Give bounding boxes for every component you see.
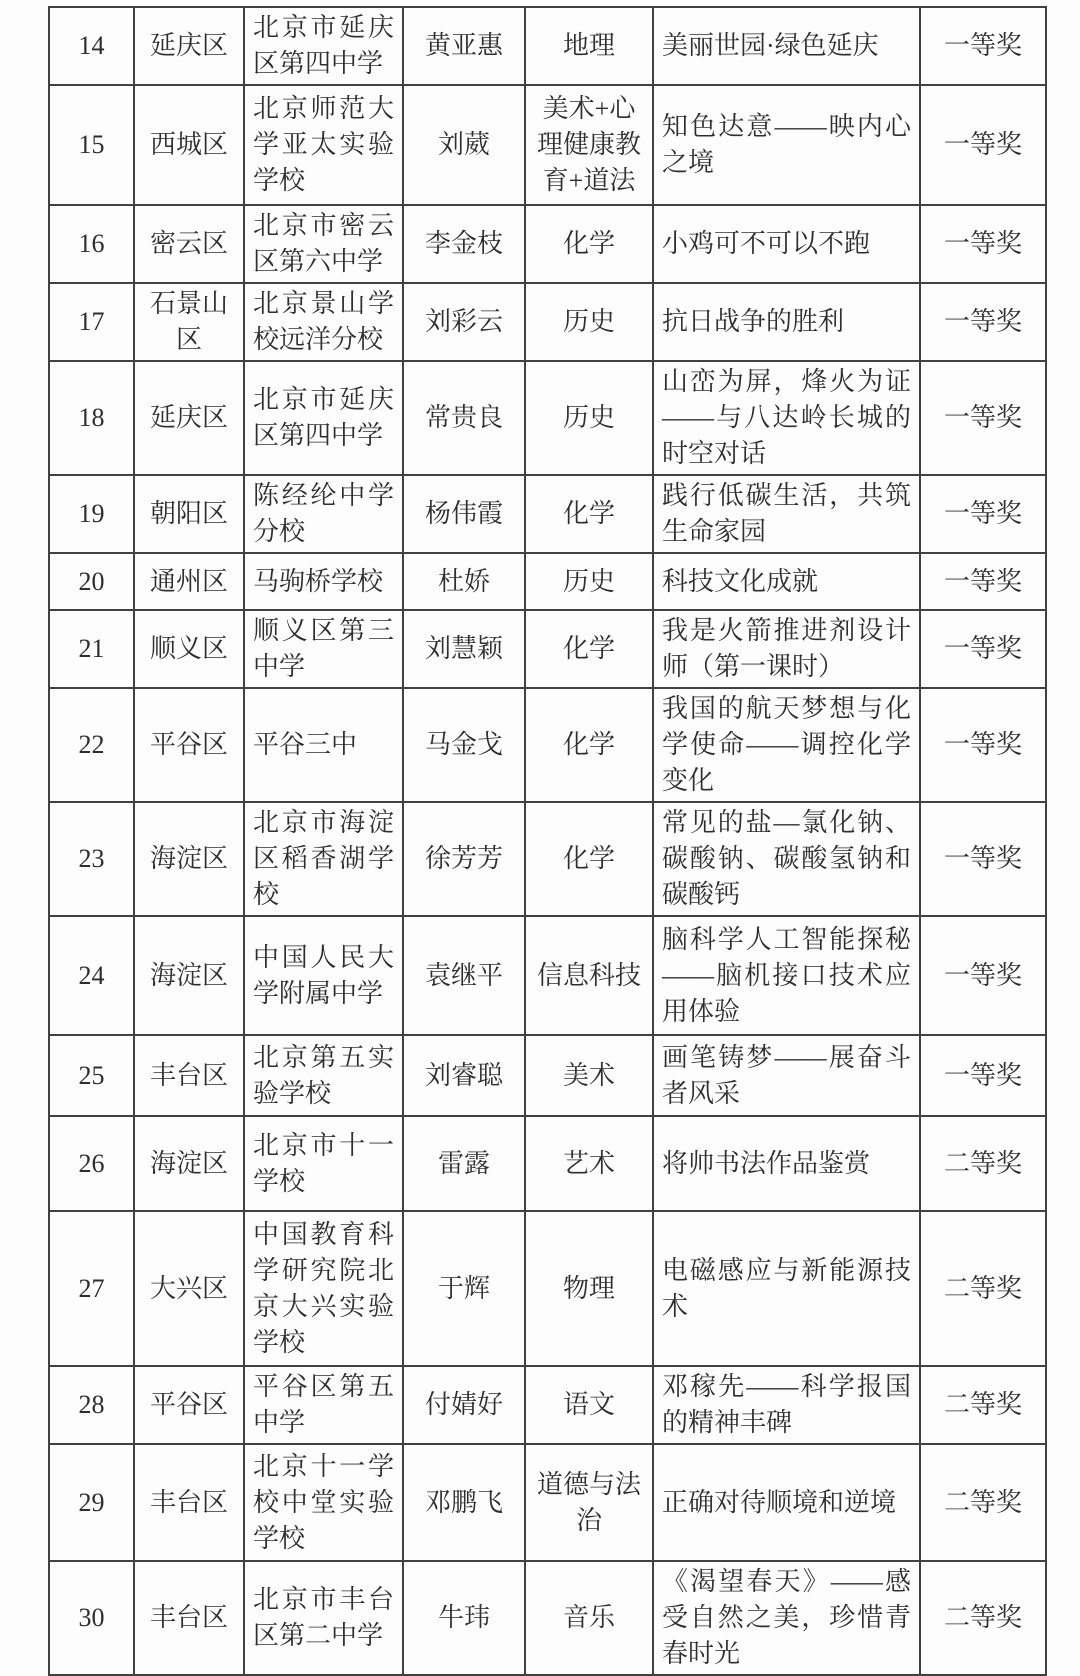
cell-district: 丰台区 [134, 1444, 244, 1561]
cell-award: 二等奖 [920, 1444, 1046, 1561]
cell-subject: 物理 [525, 1211, 653, 1366]
cell-district: 大兴区 [134, 1211, 244, 1366]
table-row [49, 7, 1046, 85]
cell-row-number: 29 [49, 1444, 134, 1561]
cell-school: 北京景山学校远洋分校 [244, 283, 403, 361]
cell-award: 二等奖 [920, 1211, 1046, 1366]
cell-award: 一等奖 [920, 205, 1046, 283]
cell-district: 丰台区 [134, 1035, 244, 1116]
cell-lesson-title: 科技文化成就 [653, 553, 920, 610]
cell-district: 丰台区 [134, 1561, 244, 1675]
table-row [49, 361, 1046, 475]
cell-subject: 美术 [525, 1035, 653, 1116]
cell-teacher-name: 徐芳芳 [403, 802, 525, 916]
cell-lesson-title: 我是火箭推进剂设计师（第一课时） [653, 610, 920, 688]
cell-teacher-name: 牛玮 [403, 1561, 525, 1675]
cell-award: 一等奖 [920, 85, 1046, 205]
cell-award: 一等奖 [920, 361, 1046, 475]
cell-lesson-title: 美丽世园·绿色延庆 [653, 7, 920, 85]
cell-district: 朝阳区 [134, 475, 244, 553]
cell-row-number: 24 [49, 916, 134, 1035]
cell-award: 一等奖 [920, 802, 1046, 916]
table-row [49, 916, 1046, 1035]
cell-subject: 语文 [525, 1366, 653, 1444]
cell-teacher-name: 刘彩云 [403, 283, 525, 361]
cell-school: 北京市延庆区第四中学 [244, 7, 403, 85]
table-row [49, 688, 1046, 802]
cell-district: 海淀区 [134, 916, 244, 1035]
cell-subject: 音乐 [525, 1561, 653, 1675]
table-row [49, 283, 1046, 361]
cell-row-number: 17 [49, 283, 134, 361]
cell-district: 密云区 [134, 205, 244, 283]
cell-district: 海淀区 [134, 1116, 244, 1211]
cell-school: 北京市密云区第六中学 [244, 205, 403, 283]
cell-district: 海淀区 [134, 802, 244, 916]
cell-subject: 地理 [525, 7, 653, 85]
cell-lesson-title: 小鸡可不可以不跑 [653, 205, 920, 283]
cell-award: 二等奖 [920, 1116, 1046, 1211]
cell-school: 北京师范大学亚太实验学校 [244, 85, 403, 205]
cell-school: 平谷三中 [244, 688, 403, 802]
cell-lesson-title: 我国的航天梦想与化学使命——调控化学变化 [653, 688, 920, 802]
cell-lesson-title: 正确对待顺境和逆境 [653, 1444, 920, 1561]
table-row [49, 610, 1046, 688]
table-row [49, 802, 1046, 916]
cell-subject: 化学 [525, 205, 653, 283]
cell-teacher-name: 李金枝 [403, 205, 525, 283]
cell-row-number: 19 [49, 475, 134, 553]
table-row [49, 1561, 1046, 1675]
document-page [0, 6, 1080, 1668]
cell-award: 一等奖 [920, 553, 1046, 610]
cell-lesson-title: 将帅书法作品鉴赏 [653, 1116, 920, 1211]
cell-district: 平谷区 [134, 1366, 244, 1444]
cell-row-number: 20 [49, 553, 134, 610]
table-row [49, 475, 1046, 553]
cell-teacher-name: 马金戈 [403, 688, 525, 802]
cell-row-number: 22 [49, 688, 134, 802]
cell-lesson-title: 《渴望春天》——感受自然之美，珍惜青春时光 [653, 1561, 920, 1675]
cell-district: 顺义区 [134, 610, 244, 688]
cell-lesson-title: 山峦为屏，烽火为证——与八达岭长城的时空对话 [653, 361, 920, 475]
cell-lesson-title: 践行低碳生活，共筑生命家园 [653, 475, 920, 553]
cell-award: 一等奖 [920, 610, 1046, 688]
cell-teacher-name: 刘慧颖 [403, 610, 525, 688]
cell-school: 北京市丰台区第二中学 [244, 1561, 403, 1675]
cell-teacher-name: 刘睿聪 [403, 1035, 525, 1116]
cell-teacher-name: 雷露 [403, 1116, 525, 1211]
cell-award: 二等奖 [920, 1561, 1046, 1675]
cell-teacher-name: 杜娇 [403, 553, 525, 610]
table-row [49, 1366, 1046, 1444]
cell-row-number: 15 [49, 85, 134, 205]
cell-row-number: 14 [49, 7, 134, 85]
cell-row-number: 25 [49, 1035, 134, 1116]
cell-award: 一等奖 [920, 7, 1046, 85]
table-row [49, 205, 1046, 283]
cell-row-number: 28 [49, 1366, 134, 1444]
cell-school: 陈经纶中学分校 [244, 475, 403, 553]
table-row [49, 85, 1046, 205]
table-row [49, 1211, 1046, 1366]
cell-subject: 道德与法治 [525, 1444, 653, 1561]
cell-row-number: 18 [49, 361, 134, 475]
cell-district: 石景山区 [134, 283, 244, 361]
cell-subject: 化学 [525, 802, 653, 916]
cell-award: 一等奖 [920, 1035, 1046, 1116]
cell-school: 中国人民大学附属中学 [244, 916, 403, 1035]
cell-school: 北京市海淀区稻香湖学校 [244, 802, 403, 916]
cell-row-number: 30 [49, 1561, 134, 1675]
cell-school: 顺义区第三中学 [244, 610, 403, 688]
cell-subject: 历史 [525, 361, 653, 475]
cell-lesson-title: 邓稼先——科学报国的精神丰碑 [653, 1366, 920, 1444]
cell-subject: 化学 [525, 475, 653, 553]
cell-row-number: 23 [49, 802, 134, 916]
cell-teacher-name: 邓鹏飞 [403, 1444, 525, 1561]
table-row [49, 553, 1046, 610]
cell-row-number: 16 [49, 205, 134, 283]
cell-district: 延庆区 [134, 7, 244, 85]
cell-school: 马驹桥学校 [244, 553, 403, 610]
cell-lesson-title: 常见的盐—氯化钠、碳酸钠、碳酸氢钠和碳酸钙 [653, 802, 920, 916]
cell-subject: 化学 [525, 610, 653, 688]
cell-lesson-title: 脑科学人工智能探秘——脑机接口技术应用体验 [653, 916, 920, 1035]
cell-award: 一等奖 [920, 475, 1046, 553]
cell-school: 北京十一学校中堂实验学校 [244, 1444, 403, 1561]
awards-table [48, 6, 1047, 1676]
cell-teacher-name: 黄亚惠 [403, 7, 525, 85]
cell-district: 延庆区 [134, 361, 244, 475]
cell-school: 北京市十一学校 [244, 1116, 403, 1211]
cell-award: 一等奖 [920, 283, 1046, 361]
cell-subject: 艺术 [525, 1116, 653, 1211]
cell-subject: 历史 [525, 553, 653, 610]
cell-teacher-name: 袁继平 [403, 916, 525, 1035]
cell-lesson-title: 知色达意——映内心之境 [653, 85, 920, 205]
cell-school: 中国教育科学研究院北京大兴实验学校 [244, 1211, 403, 1366]
cell-subject: 美术+心理健康教育+道法 [525, 85, 653, 205]
cell-award: 二等奖 [920, 1366, 1046, 1444]
table-row [49, 1116, 1046, 1211]
cell-subject: 历史 [525, 283, 653, 361]
cell-teacher-name: 于辉 [403, 1211, 525, 1366]
cell-school: 北京市延庆区第四中学 [244, 361, 403, 475]
cell-teacher-name: 常贵良 [403, 361, 525, 475]
cell-lesson-title: 画笔铸梦——展奋斗者风采 [653, 1035, 920, 1116]
cell-district: 平谷区 [134, 688, 244, 802]
table-row [49, 1444, 1046, 1561]
cell-award: 一等奖 [920, 916, 1046, 1035]
cell-teacher-name: 刘葳 [403, 85, 525, 205]
cell-award: 一等奖 [920, 688, 1046, 802]
cell-row-number: 26 [49, 1116, 134, 1211]
cell-teacher-name: 付婧好 [403, 1366, 525, 1444]
cell-row-number: 27 [49, 1211, 134, 1366]
cell-subject: 化学 [525, 688, 653, 802]
table-row [49, 1035, 1046, 1116]
cell-school: 北京第五实验学校 [244, 1035, 403, 1116]
cell-teacher-name: 杨伟霞 [403, 475, 525, 553]
cell-lesson-title: 电磁感应与新能源技术 [653, 1211, 920, 1366]
cell-row-number: 21 [49, 610, 134, 688]
cell-district: 通州区 [134, 553, 244, 610]
cell-district: 西城区 [134, 85, 244, 205]
cell-school: 平谷区第五中学 [244, 1366, 403, 1444]
cell-lesson-title: 抗日战争的胜利 [653, 283, 920, 361]
cell-subject: 信息科技 [525, 916, 653, 1035]
